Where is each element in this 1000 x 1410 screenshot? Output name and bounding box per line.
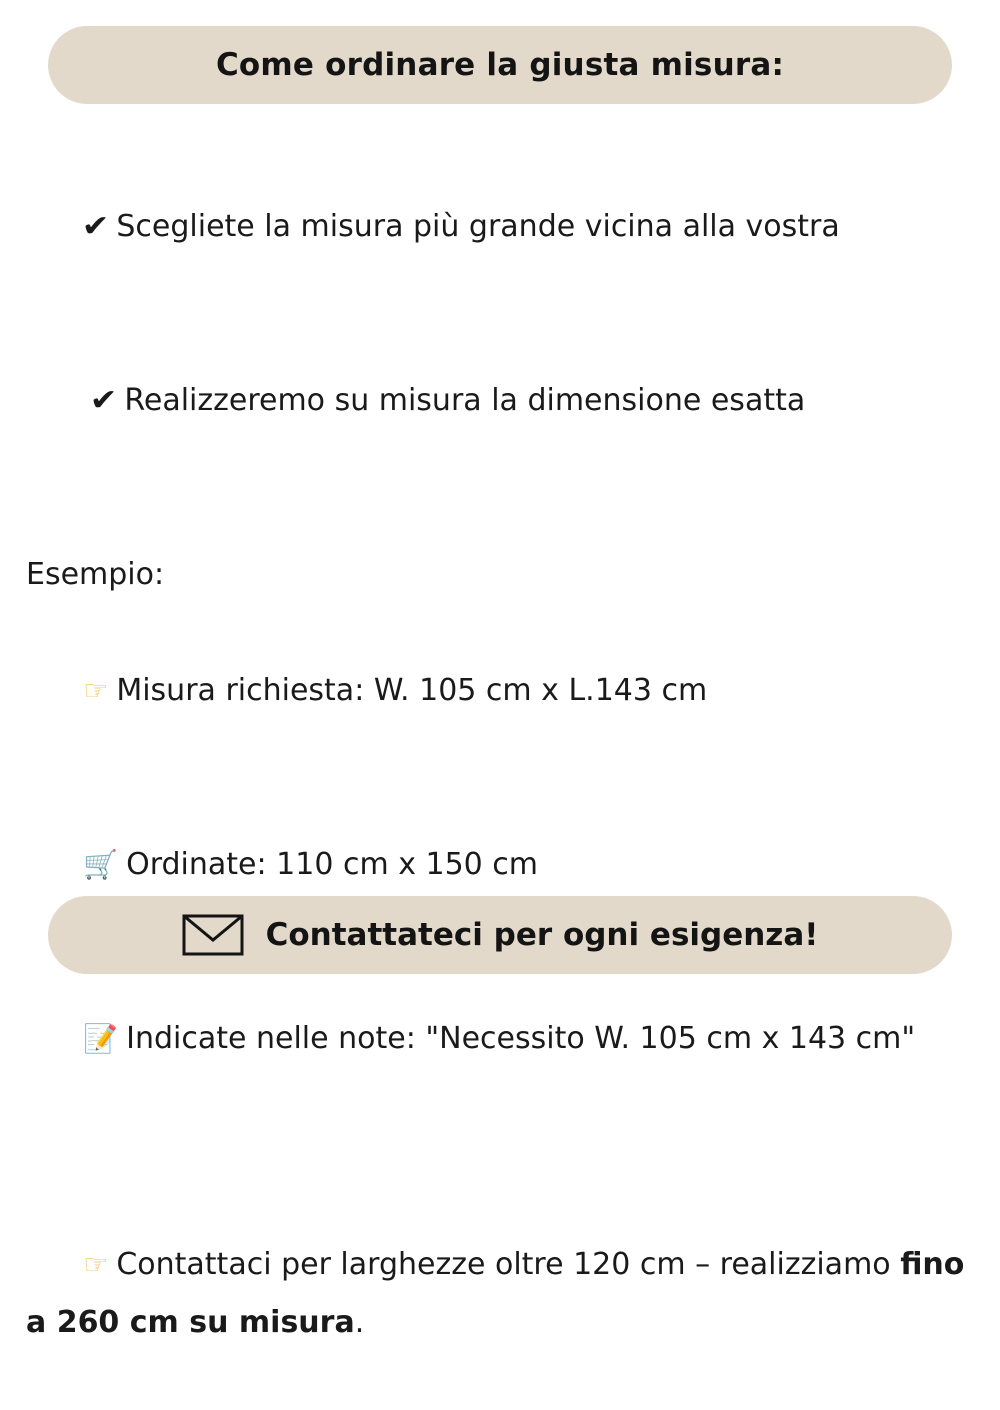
shopping-cart-icon: 🛒 — [83, 848, 119, 881]
instruction-text: Scegliete la misura più grande vicina alla vostra — [116, 209, 840, 244]
check-mark-icon: ✔ — [89, 383, 118, 418]
header-banner — [48, 26, 952, 104]
contact-note-text: Contattaci per larghezze oltre 120 cm – realizziamo — [116, 1247, 901, 1282]
example-item — [26, 952, 984, 1126]
memo-pencil-icon: 📝 — [83, 1022, 119, 1055]
instruction-item — [26, 140, 984, 314]
page-title: Come ordinare la giusta misura: — [215, 47, 785, 83]
pointing-hand-icon: ☞ — [83, 674, 109, 707]
example-label: Esempio: — [26, 557, 165, 592]
contact-note — [26, 1178, 984, 1410]
instruction-item — [26, 314, 984, 488]
example-item-text: Indicate nelle note: "Necessito W. 105 cm x 143 cm" — [126, 1021, 916, 1056]
contact-note-highlight: fino a 260 cm su misura — [26, 1247, 975, 1340]
example-item-text: Ordinate: 110 cm x 150 cm — [126, 847, 539, 882]
example-item-text: Misura richiesta: W. 105 cm x L.143 cm — [116, 673, 708, 708]
spacer — [26, 1126, 984, 1178]
check-mark-icon: ✔ — [81, 209, 110, 244]
contact-note-suffix: . — [354, 1305, 365, 1340]
envelope-icon — [182, 914, 244, 956]
example-item — [26, 604, 984, 778]
spacer — [26, 488, 984, 546]
pointing-hand-icon: ☞ — [83, 1248, 109, 1281]
footer-banner[interactable] — [48, 896, 952, 974]
content-body — [26, 140, 984, 1410]
footer-title: Contattateci per ogni esigenza! — [265, 917, 819, 953]
instruction-text: Realizzeremo su misura la dimensione esatta — [124, 383, 806, 418]
